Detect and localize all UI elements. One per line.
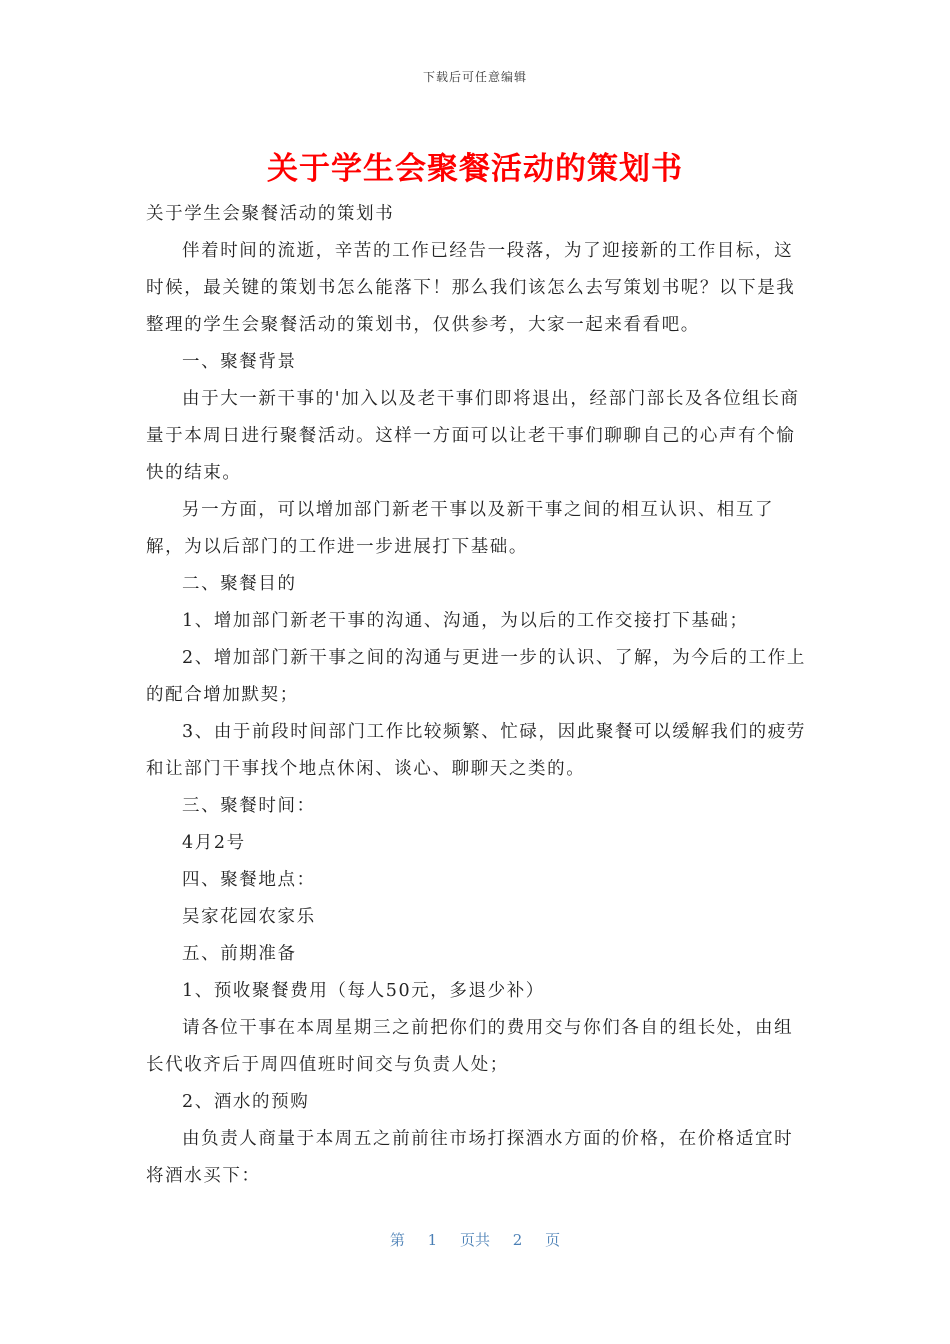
list-item-purpose-3: 3、由于前段时间部门工作比较频繁、忙碌，因此聚餐可以缓解我们的疲劳和让部门干事找个地点休闲、谈心、聊聊天之类的。	[146, 722, 806, 779]
paragraph-background-2: 另一方面，可以增加部门新老干事以及新干事之间的相互认识、相互了解，为以后部门的工作进一步进展打下基础。	[146, 500, 775, 557]
list-item-prep-2: 2、酒水的预购	[182, 1092, 310, 1112]
paragraph-background-1: 由于大一新干事的'加入以及老干事们即将退出，经部门部长及各位组长商量于本周日进行聚餐活动。这样一方面可以让老干事们聊聊自己的心声有个愉快的结束。	[146, 389, 800, 483]
list-item-purpose-1: 1、增加部门新老干事的沟通、沟通，为以后的工作交接打下基础；	[182, 611, 749, 631]
footer-page-prefix: 第	[389, 1231, 405, 1249]
section-heading-purpose: 二、聚餐目的	[182, 574, 297, 594]
document-subtitle: 关于学生会聚餐活动的策划书	[146, 204, 395, 224]
document-body	[146, 196, 806, 1195]
footer-page-suffix: 页	[545, 1231, 561, 1249]
footer-page-total: 2	[512, 1231, 523, 1249]
list-item-prep-1: 1、预收聚餐费用（每人50元，多退少补）	[182, 981, 545, 1001]
paragraph-time-value: 4月2号	[182, 833, 246, 853]
paragraph-prep-1-detail: 请各位干事在本周星期三之前把你们的费用交与你们各自的组长处，由组长代收齐后于周四值班时间交与负责人处；	[146, 1018, 794, 1075]
document-title: 关于学生会聚餐活动的策划书	[267, 151, 683, 187]
section-heading-background: 一、聚餐背景	[182, 352, 297, 372]
section-heading-time: 三、聚餐时间：	[182, 796, 316, 816]
header-note: 下载后可任意编辑	[422, 70, 527, 84]
section-heading-location: 四、聚餐地点：	[182, 870, 316, 890]
list-item-purpose-2: 2、增加部门新干事之间的沟通与更进一步的认识、了解，为今后的工作上的配合增加默契；	[146, 648, 806, 705]
paragraph-intro: 伴着时间的流逝，辛苦的工作已经告一段落，为了迎接新的工作目标，这时候，最关键的策划书怎么能落下！那么我们该怎么去写策划书呢？以下是我整理的学生会聚餐活动的策划书，仅供参考，大家一起来看看吧。	[146, 241, 796, 335]
page-footer	[0, 1229, 950, 1250]
paragraph-prep-2-detail: 由负责人商量于本周五之前前往市场打探酒水方面的价格，在价格适宜时将酒水买下：	[146, 1129, 794, 1186]
paragraph-location-value: 吴家花园农家乐	[182, 907, 316, 927]
footer-page-number: 1	[427, 1231, 438, 1249]
footer-page-middle: 页共	[459, 1231, 490, 1249]
section-heading-preparation: 五、前期准备	[182, 944, 297, 964]
